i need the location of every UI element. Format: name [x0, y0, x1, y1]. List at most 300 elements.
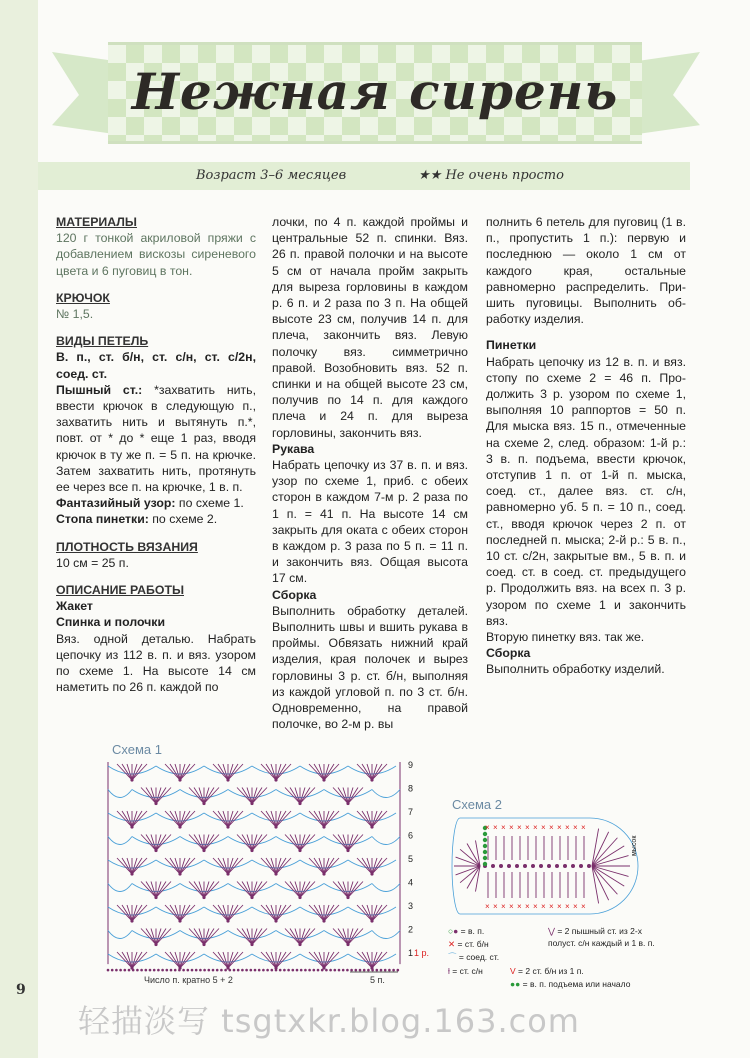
lift-mark — [483, 856, 487, 860]
fan-base-mark — [202, 896, 205, 899]
fan-base-mark — [370, 919, 373, 922]
chain-mark — [275, 969, 278, 972]
fan-stitch-mark — [132, 858, 142, 874]
fan-stitch-mark — [266, 811, 276, 827]
fan-stitch-mark — [252, 882, 262, 898]
chain-mark — [124, 969, 127, 972]
heel-stitch-mark — [456, 857, 480, 866]
fan-base-mark — [274, 872, 277, 875]
fan-stitch-mark — [324, 952, 334, 968]
sc-mark: × — [573, 823, 578, 832]
chain-mark — [338, 969, 341, 972]
fan-stitch-mark — [252, 835, 262, 851]
fan-stitch-mark — [362, 811, 372, 827]
chain-mark — [145, 969, 148, 972]
text-column-3 — [486, 214, 686, 678]
fan-base-mark — [250, 896, 253, 899]
sc-mark: × — [549, 902, 554, 911]
density-heading: ПЛОТНОСТЬ ВЯЗАНИЯ — [56, 539, 198, 554]
start-row-label: 1 р. — [414, 948, 430, 958]
fan-stitch-mark — [338, 882, 348, 898]
fan-base-mark — [202, 802, 205, 805]
chain-mark — [153, 969, 156, 972]
chain-mark — [115, 969, 118, 972]
chain-mark — [157, 969, 160, 972]
fan-base-mark — [130, 825, 133, 828]
description-heading: ОПИСАНИЕ РАБОТЫ — [56, 583, 184, 598]
sc-mark: × — [541, 902, 546, 911]
fan-stitch-mark — [372, 811, 382, 827]
fan-stitch-mark — [266, 952, 276, 968]
buttons-text: полнить 6 петель для пуговиц (1 в. п., пропустить 1 п.): первую и последнюю — около 1 см от каждого края, остальные равномерно распределить. Пришить пуговицы. Выполнить обработку изделия. — [486, 215, 686, 327]
sc-mark: × — [525, 902, 530, 911]
fan-stitch-mark — [146, 929, 156, 945]
scheme2-label: Схема 2 — [452, 797, 502, 812]
chain-mark — [170, 969, 173, 972]
fan-stitch-mark — [194, 835, 204, 851]
legend-lift: = в. п. подъема или начало — [522, 979, 631, 989]
fan-stitch-mark — [276, 858, 286, 874]
toe-stitch-mark — [592, 866, 629, 876]
sc-mark: × — [501, 823, 506, 832]
fronts-text: лочки, по 4 п. каждой проймы и центральные 52 п. спинки. Вяз. 26 п. правой полочки и на высоте 5 см от начала пройм закрыть для выреза горловины в каждом р. 6 п. и 2 раза по 3 п. На общей высоте 23 см, получив 14 п. для плеча, закончить вяз. Левую полочку вяз. симметрично правой. Возобновить вяз. 52 п. спинки и на общей высоте 23 см, получив по 14 п. для каждого плеча и 24 п. для выреза горловины, закончить вяз. — [272, 215, 468, 440]
fan-stitch-mark — [266, 764, 276, 780]
chain-mark — [203, 969, 206, 972]
chain-mark — [563, 864, 567, 868]
fan-stitch-mark — [204, 929, 214, 945]
chain-mark — [491, 864, 495, 868]
fan-stitch-mark — [122, 858, 132, 874]
fan-stitch-mark — [314, 764, 324, 780]
fan-stitch-mark — [314, 811, 324, 827]
chain-mark — [195, 969, 198, 972]
fan-stitch-mark — [372, 858, 382, 874]
chain-mark — [161, 969, 164, 972]
chain-mark — [384, 969, 387, 972]
fan-base-mark — [322, 825, 325, 828]
sc-mark: × — [557, 823, 562, 832]
fan-stitch-mark — [228, 952, 238, 968]
fan-stitch-mark — [242, 882, 252, 898]
fan-stitch-mark — [170, 811, 180, 827]
fan-stitch-mark — [242, 788, 252, 804]
row-label: 2 — [408, 924, 414, 935]
chain-mark — [499, 864, 503, 868]
chain-mark — [376, 969, 379, 972]
text-column-2 — [272, 214, 468, 733]
fan-stitch-mark — [372, 905, 382, 921]
fan-stitch-mark — [348, 835, 358, 851]
fan-stitch-mark — [122, 952, 132, 968]
fan-base-mark — [130, 872, 133, 875]
booties-heading: Пинетки — [486, 338, 537, 353]
arch-mark — [108, 884, 132, 892]
chain-mark — [515, 864, 519, 868]
chain-mark — [371, 969, 374, 972]
assembly-heading: Сборка — [272, 587, 317, 602]
fan-stitch-mark — [372, 764, 382, 780]
chain-mark — [271, 969, 274, 972]
chain-mark — [355, 969, 358, 972]
sc-mark: × — [557, 902, 562, 911]
toe-stitch-mark — [592, 856, 629, 866]
materials-heading: МАТЕРИАЛЫ — [56, 215, 137, 229]
sc-mark: × — [485, 823, 490, 832]
fan-base-mark — [202, 943, 205, 946]
fan-stitch-mark — [180, 952, 190, 968]
chain-mark — [132, 969, 135, 972]
arch-mark — [372, 931, 400, 939]
chain-mark — [128, 969, 131, 972]
fan-stitch-mark — [290, 835, 300, 851]
fan-base-mark — [226, 872, 229, 875]
chain-mark — [250, 969, 253, 972]
row-label: 1 — [408, 948, 414, 958]
row-label: 3 — [408, 901, 414, 911]
chain-mark — [547, 864, 551, 868]
fan-stitch-mark — [218, 764, 228, 780]
chain-mark — [523, 864, 527, 868]
chain-mark — [208, 969, 211, 972]
chain-mark — [237, 969, 240, 972]
fan-stitch-mark — [300, 788, 310, 804]
fan-stitch-mark — [276, 952, 286, 968]
fan-base-mark — [322, 919, 325, 922]
chain-mark — [212, 969, 215, 972]
fan-base-mark — [154, 896, 157, 899]
heel-stitch-mark — [460, 849, 480, 866]
fan-stitch-mark — [170, 905, 180, 921]
back-heading: Спинка и полочки — [56, 615, 166, 630]
booties-second: Вторую пинетку вяз. так же. — [486, 630, 645, 645]
chain-mark — [325, 969, 328, 972]
fan-base-mark — [298, 802, 301, 805]
row-label: 8 — [408, 783, 414, 794]
fan-stitch-mark — [290, 929, 300, 945]
arch-mark — [108, 931, 132, 939]
fan-base-mark — [298, 849, 301, 852]
fan-stitch-mark — [132, 764, 142, 780]
chain-mark — [187, 969, 190, 972]
sc-mark: × — [509, 902, 514, 911]
scheme1-diagram — [100, 752, 430, 977]
fan-base-mark — [346, 896, 349, 899]
fan-stitch-mark — [266, 858, 276, 874]
fan-stitch-mark — [132, 905, 142, 921]
fan-stitch-mark — [276, 764, 286, 780]
sc-mark: × — [549, 823, 554, 832]
fan-stitch-mark — [146, 882, 156, 898]
fan-stitch-mark — [218, 905, 228, 921]
chain-mark — [178, 969, 181, 972]
chain-mark — [555, 864, 559, 868]
fan-stitch-mark — [180, 811, 190, 827]
sc-mark: × — [581, 902, 586, 911]
fan-base-mark — [178, 778, 181, 781]
stitches-heading: ВИДЫ ПЕТЕЛЬ — [56, 334, 149, 349]
chain-mark — [579, 864, 583, 868]
fan-stitch-mark — [324, 858, 334, 874]
lift-mark — [483, 862, 487, 866]
legend-sc2: = 2 ст. б/н из 1 п. — [518, 966, 584, 976]
fan-stitch-mark — [228, 905, 238, 921]
sc-mark: × — [581, 823, 586, 832]
fan-stitch-mark — [266, 905, 276, 921]
fan-stitch-mark — [276, 905, 286, 921]
fan-stitch-mark — [362, 905, 372, 921]
fan-stitch-mark — [300, 882, 310, 898]
chain-mark — [287, 969, 290, 972]
fan-base-mark — [370, 872, 373, 875]
fan-stitch-mark — [348, 788, 358, 804]
fan-stitch-mark — [156, 835, 166, 851]
fan-stitch-mark — [338, 929, 348, 945]
chain-mark — [346, 969, 349, 972]
fan-base-mark — [346, 802, 349, 805]
chain-mark — [224, 969, 227, 972]
fan-stitch-mark — [300, 929, 310, 945]
sc-mark: × — [517, 823, 522, 832]
sc-mark: × — [517, 902, 522, 911]
chain-mark — [111, 969, 114, 972]
fan-stitch-mark — [218, 811, 228, 827]
sleeves-text: Набрать цепочку из 37 в. п. и вяз. узор по схеме 1, приб. с обеих сторон в каждом 7-м р. 2 раза по 1 п. = 41 п. На высоте 14 см закрыть для оката с обеих сторон в каждом р. 3 раза по 5 п. = 11 п. и закончить вяз. Общая высота 17 см. — [272, 458, 468, 586]
fan-stitch-mark — [194, 929, 204, 945]
chain-mark — [182, 969, 185, 972]
row-label: 4 — [408, 877, 414, 888]
chain-mark — [308, 969, 311, 972]
chain-mark — [149, 969, 152, 972]
fan-stitch-mark — [218, 952, 228, 968]
fan-stitch-mark — [228, 811, 238, 827]
chain-mark — [296, 969, 299, 972]
chain-mark — [136, 969, 139, 972]
fan-base-mark — [202, 849, 205, 852]
scheme1-label: Схема 1 — [112, 742, 162, 757]
fan-stitch-mark — [218, 858, 228, 874]
chain-mark — [539, 864, 543, 868]
fan-base-mark — [346, 849, 349, 852]
chain-mark — [266, 969, 269, 972]
fan-base-mark — [154, 943, 157, 946]
chain-mark — [229, 969, 232, 972]
row-label: 5 — [408, 854, 414, 864]
row-label: 9 — [408, 760, 414, 770]
fan-base-mark — [178, 825, 181, 828]
legend-dc: = ст. с/н — [452, 966, 483, 976]
chain-mark — [233, 969, 236, 972]
fan-stitch-mark — [132, 811, 142, 827]
fan-stitch-mark — [180, 764, 190, 780]
puff-stitch: Пышный ст.: *захватить нить, ввести крючок в следующую п., захватить нить и вытянуть п.*, повт. от * до * еще 1 раз, вводя крючок в ту же п. = 5 п. на крючке. Затем захватить нить, протянуть ее через все п. на крючке, 1 в. п. — [56, 382, 256, 495]
chain-mark — [321, 969, 324, 972]
sc-mark: × — [525, 823, 530, 832]
sc-mark: × — [493, 902, 498, 911]
arch-mark — [372, 837, 400, 845]
fan-stitch-mark — [324, 811, 334, 827]
chain-mark — [119, 969, 122, 972]
fan-stitch-mark — [194, 788, 204, 804]
text-column-1 — [56, 214, 256, 695]
fan-stitch-mark — [170, 764, 180, 780]
toe-label: мысок — [631, 835, 638, 856]
fancy-pattern: Фантазийный узор: по схеме 1. — [56, 496, 244, 511]
chain-mark — [241, 969, 244, 972]
arch-mark — [372, 790, 400, 798]
fan-base-mark — [226, 919, 229, 922]
row-label: 7 — [408, 807, 414, 817]
fan-base-mark — [226, 825, 229, 828]
jacket-heading: Жакет — [56, 599, 93, 614]
fan-stitch-mark — [338, 788, 348, 804]
chain-mark — [220, 969, 223, 972]
scheme1-repeat: 5 п. — [370, 975, 385, 985]
chain-mark — [359, 969, 362, 972]
arch-mark — [108, 790, 132, 798]
arch-mark — [372, 884, 400, 892]
fan-stitch-mark — [146, 788, 156, 804]
heel-stitch-mark — [460, 866, 480, 883]
fan-base-mark — [130, 919, 133, 922]
fan-stitch-mark — [362, 858, 372, 874]
fan-stitch-mark — [362, 764, 372, 780]
difficulty-label: ★★ Не очень просто — [418, 168, 564, 183]
chain-mark — [350, 969, 353, 972]
sc-mark: × — [573, 902, 578, 911]
legend-puff: = 2 пышный ст. из 2-х полуст. с/н каждый и 1 в. п. — [548, 926, 655, 948]
legend-sl: = соед. ст. — [458, 952, 500, 962]
chain-mark — [392, 969, 395, 972]
chain-mark — [262, 969, 265, 972]
fan-base-mark — [154, 802, 157, 805]
left-strip — [0, 0, 38, 1058]
chain-mark — [342, 969, 345, 972]
lift-mark — [483, 838, 487, 842]
fan-base-mark — [274, 825, 277, 828]
fan-stitch-mark — [300, 835, 310, 851]
fan-base-mark — [322, 872, 325, 875]
fan-base-mark — [178, 872, 181, 875]
fan-base-mark — [274, 919, 277, 922]
density-text: 10 см = 25 п. — [56, 555, 129, 570]
chain-mark — [313, 969, 316, 972]
fan-stitch-mark — [180, 905, 190, 921]
booties-assembly-text: Выполнить обработку изделий. — [486, 662, 665, 677]
stitches-list: В. п., ст. б/н, ст. с/н, ст. с/2н, соед. ст. — [56, 350, 256, 381]
fan-stitch-mark — [314, 858, 324, 874]
chain-mark — [292, 969, 295, 972]
chain-mark — [397, 969, 400, 972]
chain-mark — [507, 864, 511, 868]
fan-stitch-mark — [194, 882, 204, 898]
sc-mark: × — [493, 823, 498, 832]
chain-mark — [174, 969, 177, 972]
chain-mark — [363, 969, 366, 972]
chain-mark — [283, 969, 286, 972]
row-label: 6 — [408, 830, 414, 841]
fan-stitch-mark — [372, 952, 382, 968]
fan-base-mark — [130, 778, 133, 781]
sc-mark: × — [509, 823, 514, 832]
legend-sc: = ст. б/н — [457, 939, 489, 949]
sleeves-heading: Рукава — [272, 441, 315, 456]
chain-mark — [258, 969, 261, 972]
chain-mark — [587, 864, 591, 868]
hook-heading: КРЮЧОК — [56, 290, 110, 305]
chain-mark — [300, 969, 303, 972]
fan-stitch-mark — [362, 952, 372, 968]
sc-mark: × — [485, 902, 490, 911]
chain-mark — [367, 969, 370, 972]
chain-mark — [216, 969, 219, 972]
fan-stitch-mark — [348, 882, 358, 898]
legend-ch: = в. п. — [460, 926, 485, 936]
chain-mark — [107, 969, 110, 972]
chain-mark — [140, 969, 143, 972]
arch-mark — [108, 837, 132, 845]
fan-stitch-mark — [242, 929, 252, 945]
fan-stitch-mark — [122, 764, 132, 780]
fan-stitch-mark — [156, 788, 166, 804]
fan-base-mark — [370, 825, 373, 828]
fan-stitch-mark — [252, 788, 262, 804]
hook-text: № 1,5. — [56, 307, 94, 322]
fan-stitch-mark — [122, 905, 132, 921]
page-number: 9 — [16, 982, 26, 998]
fan-base-mark — [250, 943, 253, 946]
sc-mark: × — [565, 823, 570, 832]
fan-base-mark — [154, 849, 157, 852]
scheme1-footnote: Число п. кратно 5 + 2 — [144, 975, 233, 985]
chain-mark — [334, 969, 337, 972]
fan-stitch-mark — [204, 835, 214, 851]
fan-stitch-mark — [122, 811, 132, 827]
chain-mark — [191, 969, 194, 972]
chain-mark — [254, 969, 257, 972]
materials-text: 120 г тонкой акриловой пряжи с добавлением вискозы сиреневого цвета и 6 пуговиц в тон. — [56, 231, 256, 278]
fan-base-mark — [370, 778, 373, 781]
chain-mark — [199, 969, 202, 972]
watermark: 轻描淡写 tsgtxkr.blog.163.com — [78, 1002, 580, 1040]
page-title: Нежная сирень — [131, 62, 619, 121]
chain-mark — [317, 969, 320, 972]
fan-stitch-mark — [132, 952, 142, 968]
booties-text: Набрать цепочку из 12 в. п. и вяз. стопу по схеме 2 = 46 п. Продолжить 3 р. узором по схеме 1, выполняя 10 раппортов = 50 п. Для мыска вяз. 15 п., отмеченные на схеме 2, след. образом: 1-й р.: 3 в. п. подъема, ввести крючок, отступив 1 п. от 1-й п. мыска, соед. ст., далее вяз. ст. с/н, равномерно уб. 5 п. = 10 п., соед. ст., вводя крючок через 2 п. от последней п. мыска; 2-й р.: 5 в. п., 10 ст. с/2н, закрытые вм., 5 в. п. и соед. ст. в соед. ст. предыдущего р. Продолжить вяз. на всех п. 3 р. узором по схеме 1 и закончить вяз. — [486, 354, 686, 628]
fan-stitch-mark — [228, 858, 238, 874]
fan-base-mark — [274, 778, 277, 781]
fan-stitch-mark — [276, 811, 286, 827]
chain-mark — [304, 969, 307, 972]
fan-stitch-mark — [204, 788, 214, 804]
fan-stitch-mark — [314, 905, 324, 921]
age-label: Возраст 3–6 месяцев — [196, 168, 347, 183]
fan-stitch-mark — [252, 929, 262, 945]
fan-stitch-mark — [170, 952, 180, 968]
fan-base-mark — [346, 943, 349, 946]
fan-base-mark — [250, 849, 253, 852]
booties-assembly-heading: Сборка — [486, 646, 531, 661]
sc-mark: × — [541, 823, 546, 832]
chain-mark — [166, 969, 169, 972]
info-bar — [38, 162, 690, 190]
lift-mark — [483, 844, 487, 848]
chain-mark — [571, 864, 575, 868]
sc-mark: × — [533, 902, 538, 911]
fan-stitch-mark — [324, 905, 334, 921]
fan-stitch-mark — [290, 788, 300, 804]
fan-stitch-mark — [314, 952, 324, 968]
fan-base-mark — [298, 943, 301, 946]
